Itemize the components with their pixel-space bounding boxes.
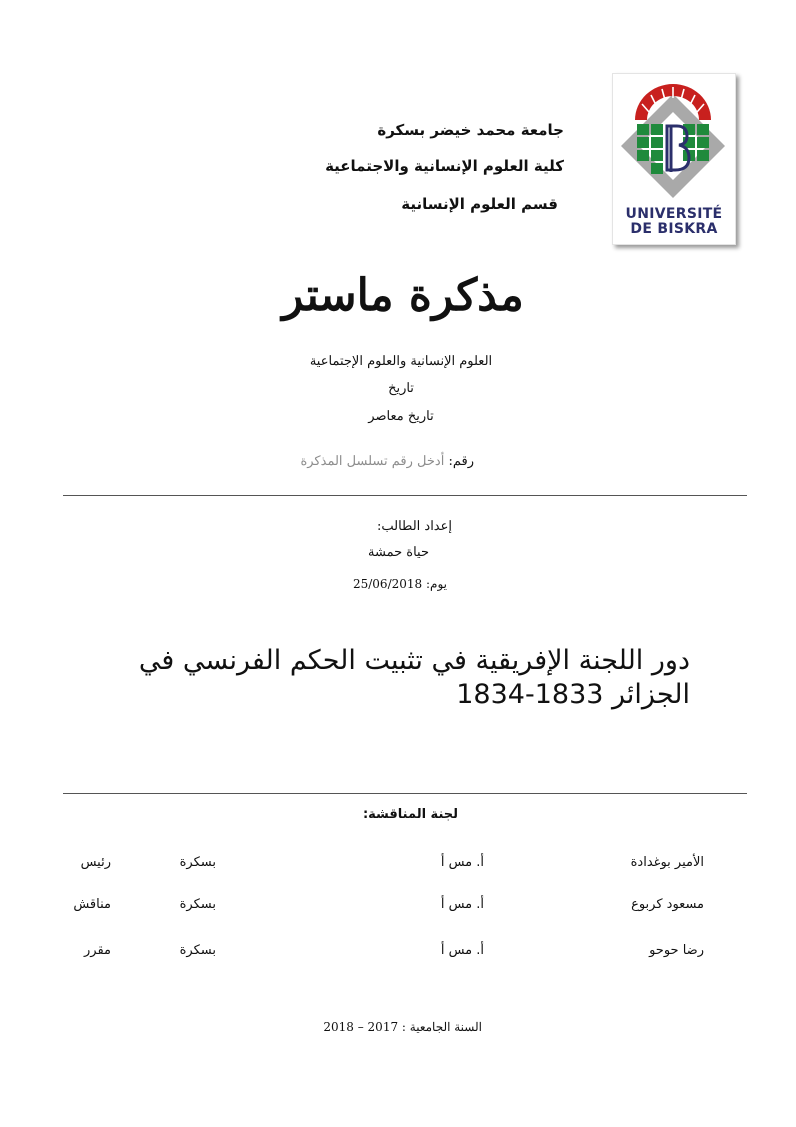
main-title: مذكرة ماستر xyxy=(282,270,524,321)
jury-member-name: رضا حوحو xyxy=(649,943,704,958)
jury-member-rank: أ. مس أ xyxy=(440,943,484,958)
jury-member-role: مناقش xyxy=(73,897,111,912)
serial-number xyxy=(300,454,474,469)
logo-text-line2: DE BISKRA xyxy=(630,221,718,237)
jury-member-role: مقرر xyxy=(84,943,111,958)
jury-member-rank: أ. مس أ xyxy=(440,897,484,912)
logo-text-line1: UNIVERSITÉ xyxy=(625,206,723,222)
jury-member-name: الأمير بوغدادة xyxy=(630,855,704,870)
serial-placeholder: أدخل رقم تسلسل المذكرة xyxy=(300,454,445,469)
university-logo xyxy=(612,73,736,245)
divider-bottom xyxy=(63,793,747,794)
academic-year: السنة الجامعية : 2017 – 2018 xyxy=(323,1020,482,1034)
serial-label: رقم: xyxy=(448,454,474,469)
specialty-label: تاريخ معاصر xyxy=(368,409,434,424)
jury-member-rank: أ. مس أ xyxy=(440,855,484,870)
student-label: إعداد الطالب: xyxy=(376,519,452,534)
department-name: قسم العلوم الإنسانية xyxy=(401,195,558,213)
faculty-name: كلية العلوم الإنسانية والاجتماعية xyxy=(325,157,564,175)
defense-date xyxy=(353,577,447,591)
jury-member-institution: بسكرة xyxy=(179,897,216,912)
date-label: يوم: xyxy=(425,577,447,591)
field-label: تاريخ xyxy=(388,381,414,396)
jury-member-role: رئيس xyxy=(80,855,111,870)
university-emblem xyxy=(613,74,735,214)
jury-member-name: مسعود كربوع xyxy=(631,897,704,912)
divider-top xyxy=(63,495,747,496)
thesis-title: دور اللجنة الإفريقية في تثبيت الحكم الفرنسي في الجزائر 1833-1834 xyxy=(138,645,690,710)
date-value: 25/06/2018 xyxy=(352,577,423,591)
jury-member-institution: بسكرة xyxy=(179,943,216,958)
committee-heading: لجنة المناقشة: xyxy=(362,807,458,822)
university-name: جامعة محمد خيضر بسكرة xyxy=(377,121,564,139)
domain-label: العلوم الإنسانية والعلوم الإجتماعية xyxy=(309,354,493,369)
student-name: حياة حمشة xyxy=(368,545,429,560)
jury-member-institution: بسكرة xyxy=(179,855,216,870)
